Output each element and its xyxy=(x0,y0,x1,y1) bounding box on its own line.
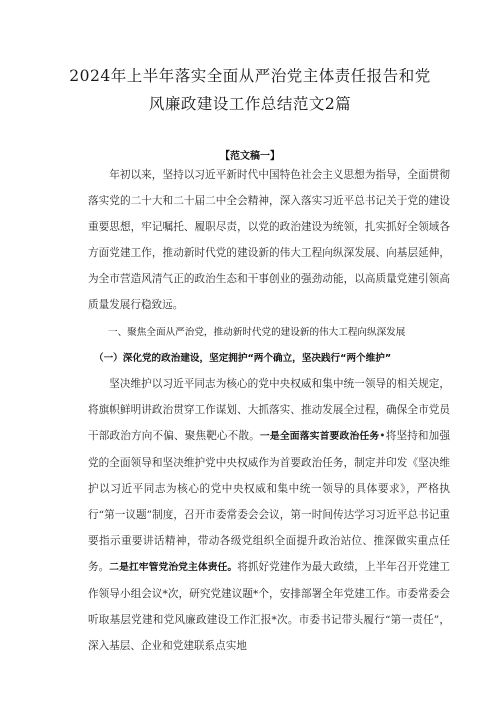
title-line-1: 2024年上半年落实全面从严治党主体责任报告和党 xyxy=(69,67,431,85)
intro-paragraph: 年初以来，坚持以习近平新时代中国特色社会主义思想为指导，全面贯彻落实党的二十大和二十届二中全会精神，深入落实习近平总书记关于党的建设重要思想，牢记嘱托、履职尽责，以党的政治建设为统领，扎实抓好全领域各方面党建工作，推动新时代党的建设新的伟大工程向纵深发展、向基层延伸，为全市营造风清气正的政治生态和干事创业的强劲动能，以高质量党建引领高质量发展行稳致远。 xyxy=(88,169,450,311)
paragraph2-text-2: •将坚持和加强党的全面领导和坚决维护党中央权威作为首要政治任务，制定并印发《坚决维护以习近平同志为核心的党中央权威和集中统一领导的具体要求》，严格执行“第一议题”制度，召开市委常委会会议，第一时间传达学习习近平总书记重要指示重要讲话精神，带动各级党组织全面提升政治站位、推深做实重点任务。 xyxy=(88,430,450,573)
document-title xyxy=(40,62,460,118)
section-tag: 【范文稿一】 xyxy=(220,151,280,162)
section-heading-1: 一、聚焦全面从严治党，推动新时代党的建设新的伟大工程向纵深发展 xyxy=(108,327,406,338)
paragraph2-text-1: 坚决维护以习近平同志为核心的党中央权威和集中统一领导的相关规定，将旗帜鲜明讲政治贯穿工作谋划、大抓落实、推动发展全过程，确保全市党员干部政治方向不偏、聚焦靶心不散。 xyxy=(88,378,450,442)
subsection-heading-1: （一）深化党的政治建设，坚定拥护“两个确立，坚决践行“两个维护” xyxy=(94,353,392,364)
paragraph2-bold-2: 二是扛牢管党治党主体责任。 xyxy=(109,562,238,573)
body-paragraph-2 xyxy=(88,371,450,691)
title-line-2: 风廉政建设工作总结范文2篇 xyxy=(148,95,352,113)
paragraph2-bold-1: 一是全面落实首要政治任务 xyxy=(259,431,380,442)
paragraph2-text-3: 将抓好党建作为最大政绩，上半年召开党建工作领导小组会议*次，研究党建议题*个，安排部署全年党建工作。市委常委会听取基层党建和党风廉政建设工作汇报*次。市委书记带头履行“第一责任”，深入基层、企业和党建联系点实地 xyxy=(88,561,450,652)
